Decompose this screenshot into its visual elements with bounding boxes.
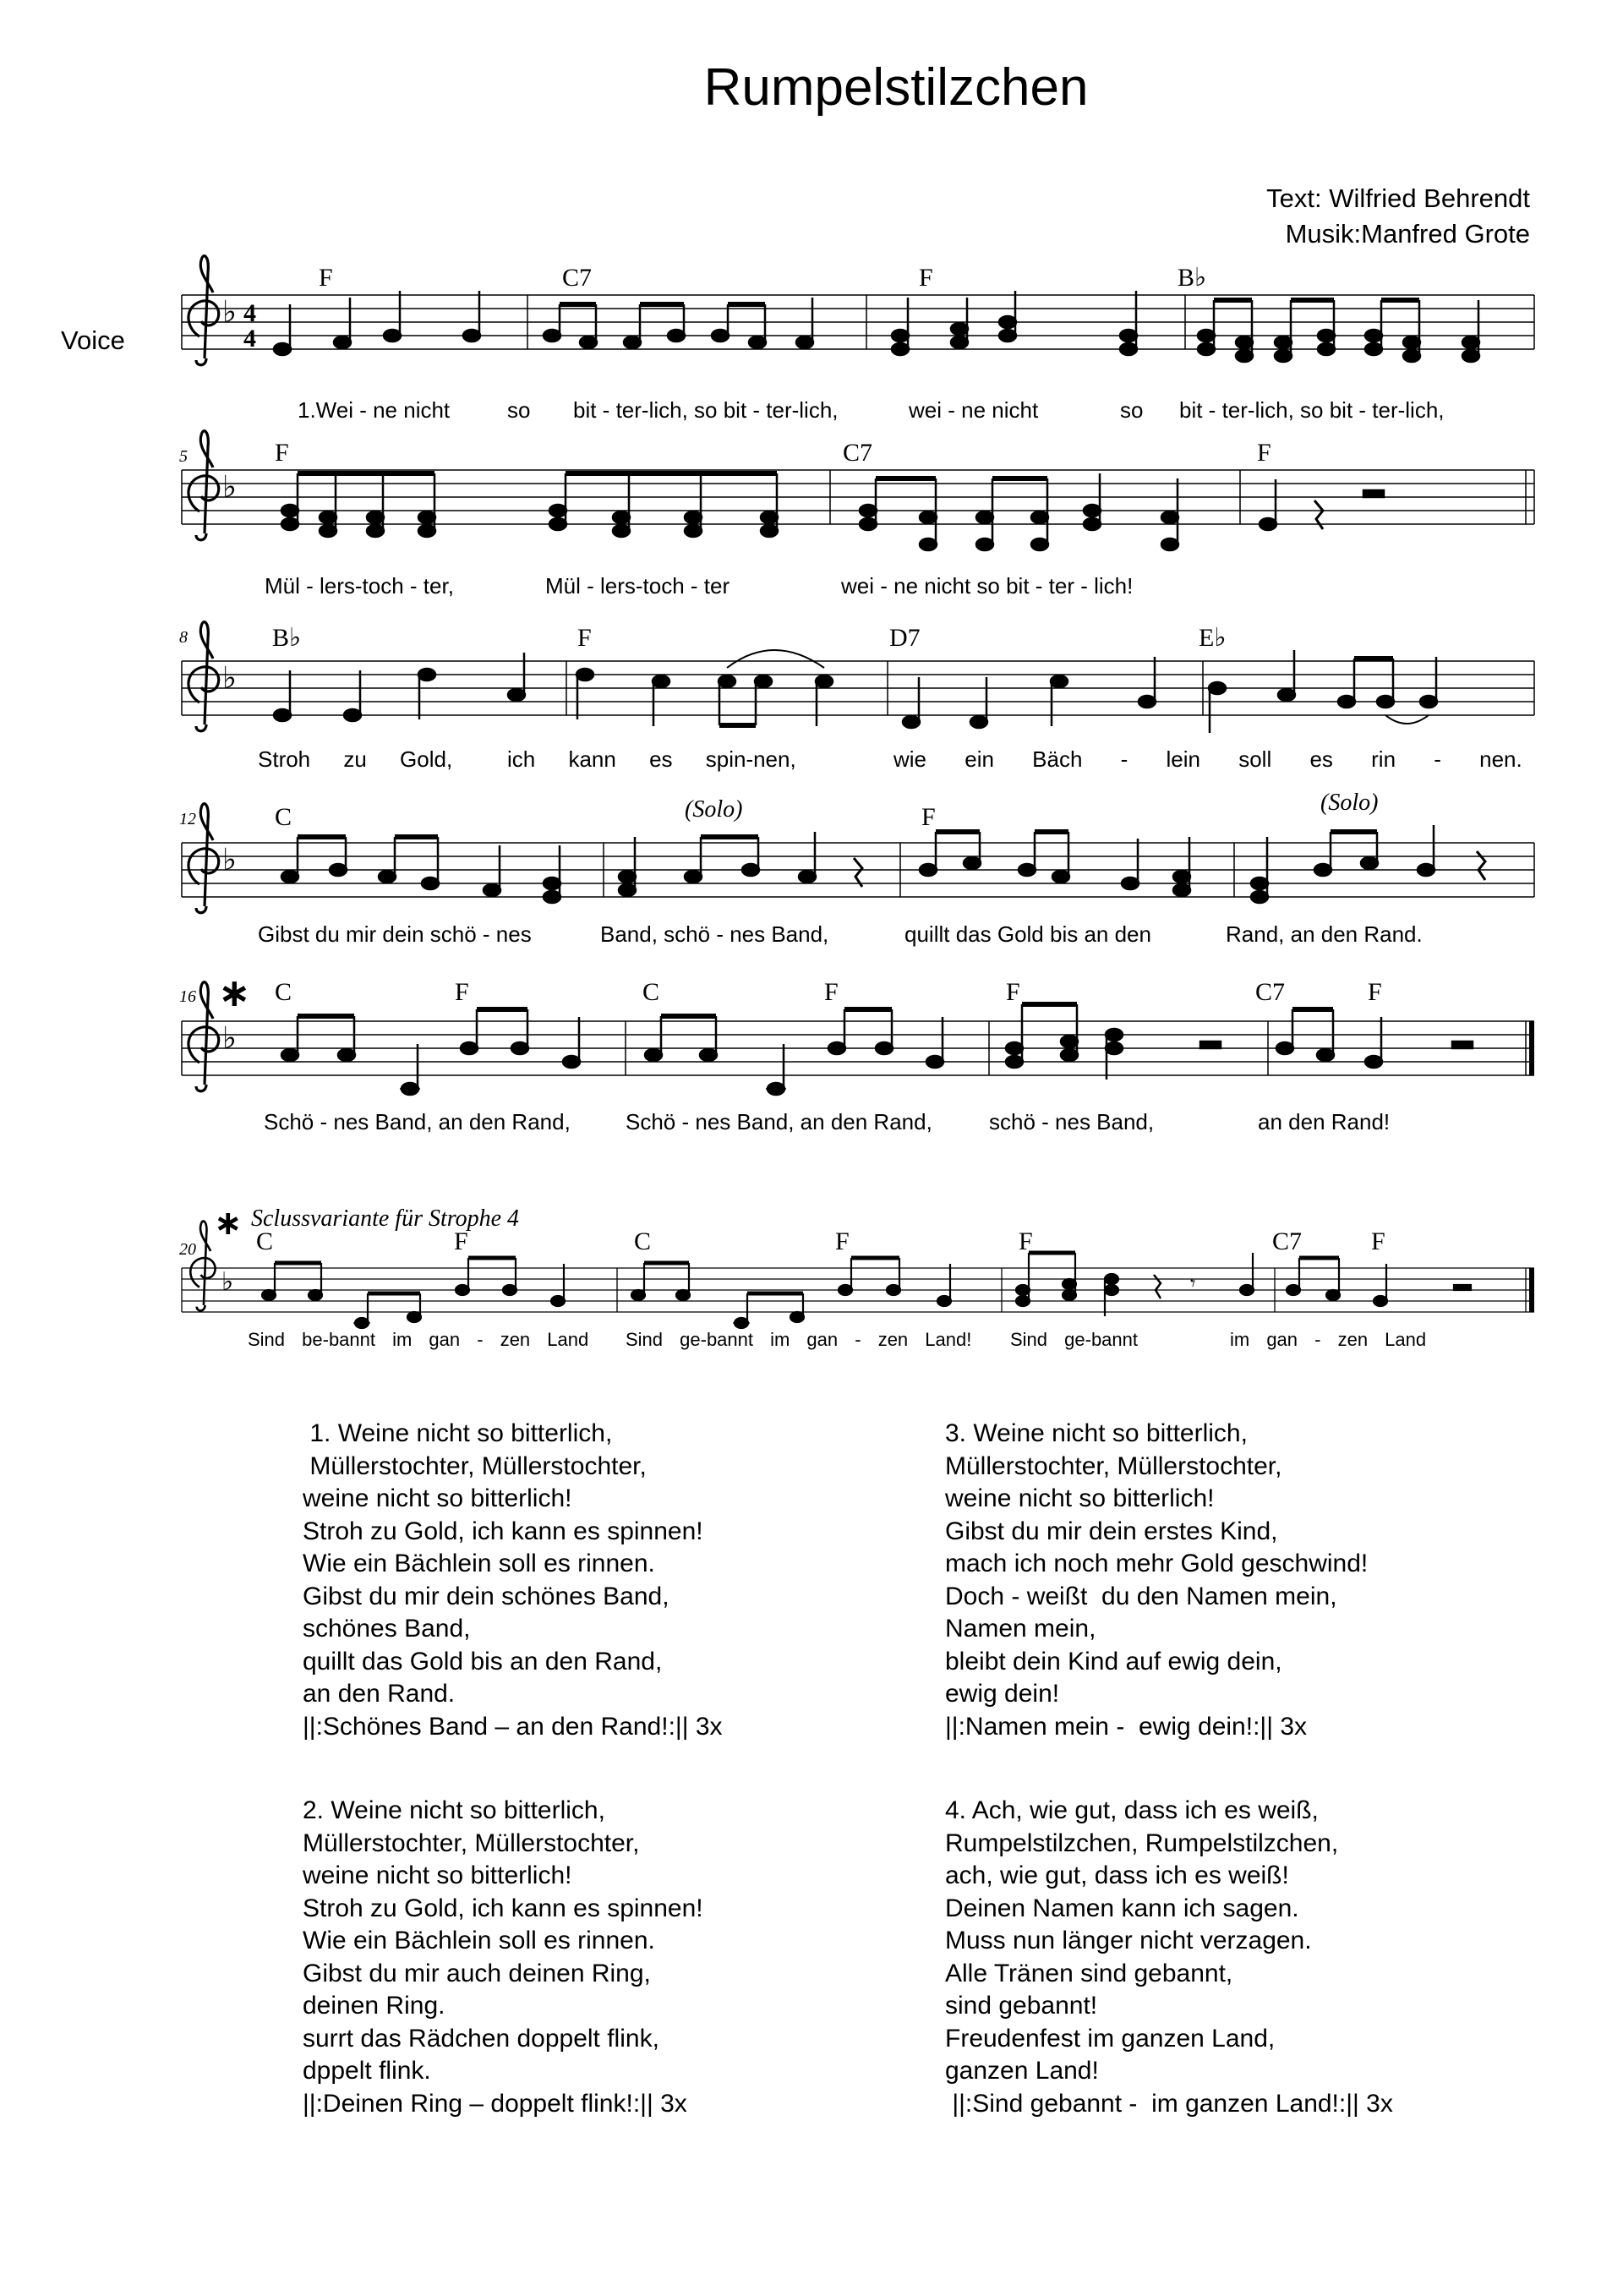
lyric-line: Sind be-bannt im gan - zen Land [248,1329,589,1350]
lyric-line: Mül - lers-toch - ter [545,573,730,599]
verse-line: Namen mein, [945,1615,1096,1643]
verse-line: Müllerstochter, Müllerstochter, [303,1451,647,1480]
chord-symbol: F [454,1227,468,1255]
staff-system-4 [179,790,1534,947]
lyric-line: Rand, an den Rand. [1226,921,1423,947]
verse-line: weine nicht so bitterlich! [945,1484,1215,1512]
staff-system-5 [179,970,1534,1134]
verse-line: Freudenfest im ganzen Land, [945,2024,1276,2053]
flat-key-icon: ♭ [222,660,237,695]
lyric-line: 1.Wei - ne nicht [298,397,451,423]
verse-line: deinen Ring. [303,1992,445,2020]
chord-symbol: D7 [889,624,921,652]
chord-symbol: F [1019,1227,1033,1255]
verse-line: Wie ein Bächlein soll es rinnen. [303,1550,655,1577]
chord-symbol: E♭ [1199,624,1227,652]
verse-3 [945,1418,1368,1743]
flat-key-icon: ♭ [221,1268,234,1296]
lyric-line: an den Rand! [1258,1109,1391,1134]
lyric-line: wie ein Bäch - lein soll es rin - nen. [893,746,1522,772]
lyric-line: Gibst du mir dein schö - nes [258,921,532,947]
measure-number: 20 [179,1240,196,1259]
verse-line: Gibst du mir auch deinen Ring, [303,1959,651,1987]
lyric-line: Sind ge-bannt im gan - zen Land! [626,1329,972,1350]
verse-line: Alle Tränen sind gebannt, [945,1959,1233,1987]
time-signature-top: 4 [243,299,256,327]
verse-line: dppelt flink. [303,2057,431,2085]
lyricist-credit: Text: Wilfried Behrendt [1266,183,1530,213]
chord-symbol: F [824,978,839,1006]
chord-symbol: C7 [562,264,593,292]
page-title: Rumpelstilzchen [703,58,1089,117]
lyric-line: wei - ne nicht so bit - ter - lich! [841,573,1134,599]
verse-line: weine nicht so bitterlich! [303,1861,572,1889]
lyric-line: Stroh zu Gold, [258,746,453,772]
asterisk-icon: ∗ [214,1204,243,1243]
verse-line: weine nicht so bitterlich! [303,1484,572,1512]
lyric-line: schö - nes Band, [989,1109,1155,1134]
asterisk-icon: ∗ [218,970,251,1015]
solo-marking: (Solo) [685,796,743,823]
verse-line: ||:Schönes Band – an den Rand!:|| 3x [303,1712,723,1741]
chord-symbol: C7 [1272,1227,1303,1255]
variant-label: Sclussvariante für Strophe 4 [251,1205,520,1232]
verse-line: mach ich noch mehr Gold geschwind! [945,1550,1369,1577]
verse-line: Stroh zu Gold, ich kann es spinnen! [303,1517,703,1545]
staff-system-1 [182,256,1534,423]
flat-key-icon: ♭ [222,1020,237,1055]
chord-symbol: F [1006,978,1020,1006]
verse-line: ||:Sind gebannt - im ganzen Land!:|| 3x [945,2089,1393,2118]
verse-line: Deinen Namen kann ich sagen. [945,1894,1299,1922]
flat-key-icon: ♭ [222,469,237,504]
chord-symbol: C [634,1227,652,1255]
measure-number: 5 [179,447,188,466]
notes-system-5 [281,1004,1473,1095]
verse-line: Doch - weißt du den Namen mein, [945,1582,1337,1610]
verse-line: sind gebannt! [945,1992,1098,2020]
flat-key-icon: ♭ [222,842,237,877]
verse-line: Wie ein Bächlein soll es rinnen. [303,1927,655,1954]
lyric-line: so [507,397,531,423]
chord-symbol: B♭ [272,624,302,652]
chord-symbol: C [275,978,292,1006]
verse-line: ewig dein! [945,1680,1060,1708]
verse-line: 1. Weine nicht so bitterlich, [303,1419,613,1447]
solo-marking: (Solo) [1320,790,1379,816]
verse-line: ganzen Land! [945,2057,1099,2085]
chord-symbol: C [642,978,660,1006]
verse-1 [303,1418,723,1743]
composer-credit: Musik:Manfred Grote [1285,219,1530,249]
lyric-line: so [1120,397,1144,423]
lyric-line: ich kann es spin-nen, [507,746,796,772]
chord-symbol: F [1257,439,1271,467]
lyric-line: Schö - nes Band, an den Rand, [264,1109,571,1134]
measure-number: 8 [179,628,188,647]
lyric-line: bit - ter-lich, so bit - ter-lich, [573,397,839,423]
chord-symbol: F [275,439,289,467]
flat-key-icon: ♭ [222,294,237,329]
lyric-line: Band, schö - nes Band, [600,921,829,947]
verse-line: 3. Weine nicht so bitterlich, [945,1419,1248,1447]
instrument-label: Voice [61,325,125,355]
verse-line: ||:Deinen Ring – doppelt flink!:|| 3x [303,2089,687,2118]
chord-symbol: F [921,803,936,831]
verse-line: Gibst du mir dein erstes Kind, [945,1517,1278,1545]
lyric-line: Schö - nes Band, an den Rand, [626,1109,932,1134]
chord-symbol: F [319,264,333,292]
notes-system-3 [274,650,1437,733]
chord-symbol: F [919,264,933,292]
verse-4 [945,1795,1393,2120]
chord-symbol: F [835,1227,850,1255]
chord-symbol: C [275,803,292,831]
chord-symbol: C7 [843,439,873,467]
staff-system-2 [179,431,1534,599]
chord-symbol: F [577,624,592,652]
verse-line: ach, wie gut, dass ich es weiß! [945,1861,1289,1889]
verse-line: ||:Namen mein - ewig dein!:|| 3x [945,1712,1308,1741]
time-signature-bottom: 4 [243,325,256,353]
verse-line: an den Rand. [303,1680,456,1708]
measure-number: 12 [179,810,196,828]
svg-text:𝄾: 𝄾 [1190,1272,1196,1295]
chord-symbol: B♭ [1178,264,1207,292]
lyric-line: im gan - zen Land [1230,1329,1427,1350]
verse-2 [303,1795,703,2120]
chord-symbol: F [1371,1227,1385,1255]
verse-line: surrt das Rädchen doppelt flink, [303,2024,659,2053]
staff-system-3 [179,622,1534,772]
verse-line: Rumpelstilzchen, Rumpelstilzchen, [945,1829,1339,1857]
lyric-line: wei - ne nicht [909,397,1039,423]
notes-system-2 [281,473,1384,550]
lyric-line: Mül - lers-toch - ter, [265,573,454,599]
lyric-line: Sind ge-bannt [1010,1329,1138,1350]
verse-line: bleibt dein Kind auf ewig dein, [945,1647,1282,1676]
verse-line: Gibst du mir dein schönes Band, [303,1582,669,1610]
verse-line: schönes Band, [303,1615,471,1643]
notes-system-1 [274,291,1479,362]
verse-line: Müllerstochter, Müllerstochter, [945,1451,1282,1480]
chord-symbol: C [256,1227,274,1255]
treble-clef-icon [190,1222,215,1311]
staff-system-6 [179,1204,1534,1350]
verse-line: 4. Ach, wie gut, dass ich es weiß, [945,1796,1319,1824]
notes-system-4 [281,825,1485,903]
measure-number: 16 [179,987,196,1006]
verse-line: quillt das Gold bis an den Rand, [303,1647,663,1676]
lyric-line: quillt das Gold bis an den [904,921,1151,947]
verse-line: Muss nun länger nicht verzagen. [945,1927,1312,1954]
chord-symbol: C7 [1255,978,1286,1006]
chord-symbol: F [455,978,469,1006]
verse-line: 2. Weine nicht so bitterlich, [303,1796,605,1824]
verse-line: Müllerstochter, Müllerstochter, [303,1829,640,1857]
verse-line: Stroh zu Gold, ich kann es spinnen! [303,1894,703,1922]
lyric-line: bit - ter-lich, so bit - ter-lich, [1179,397,1445,423]
chord-symbol: F [1368,978,1382,1006]
